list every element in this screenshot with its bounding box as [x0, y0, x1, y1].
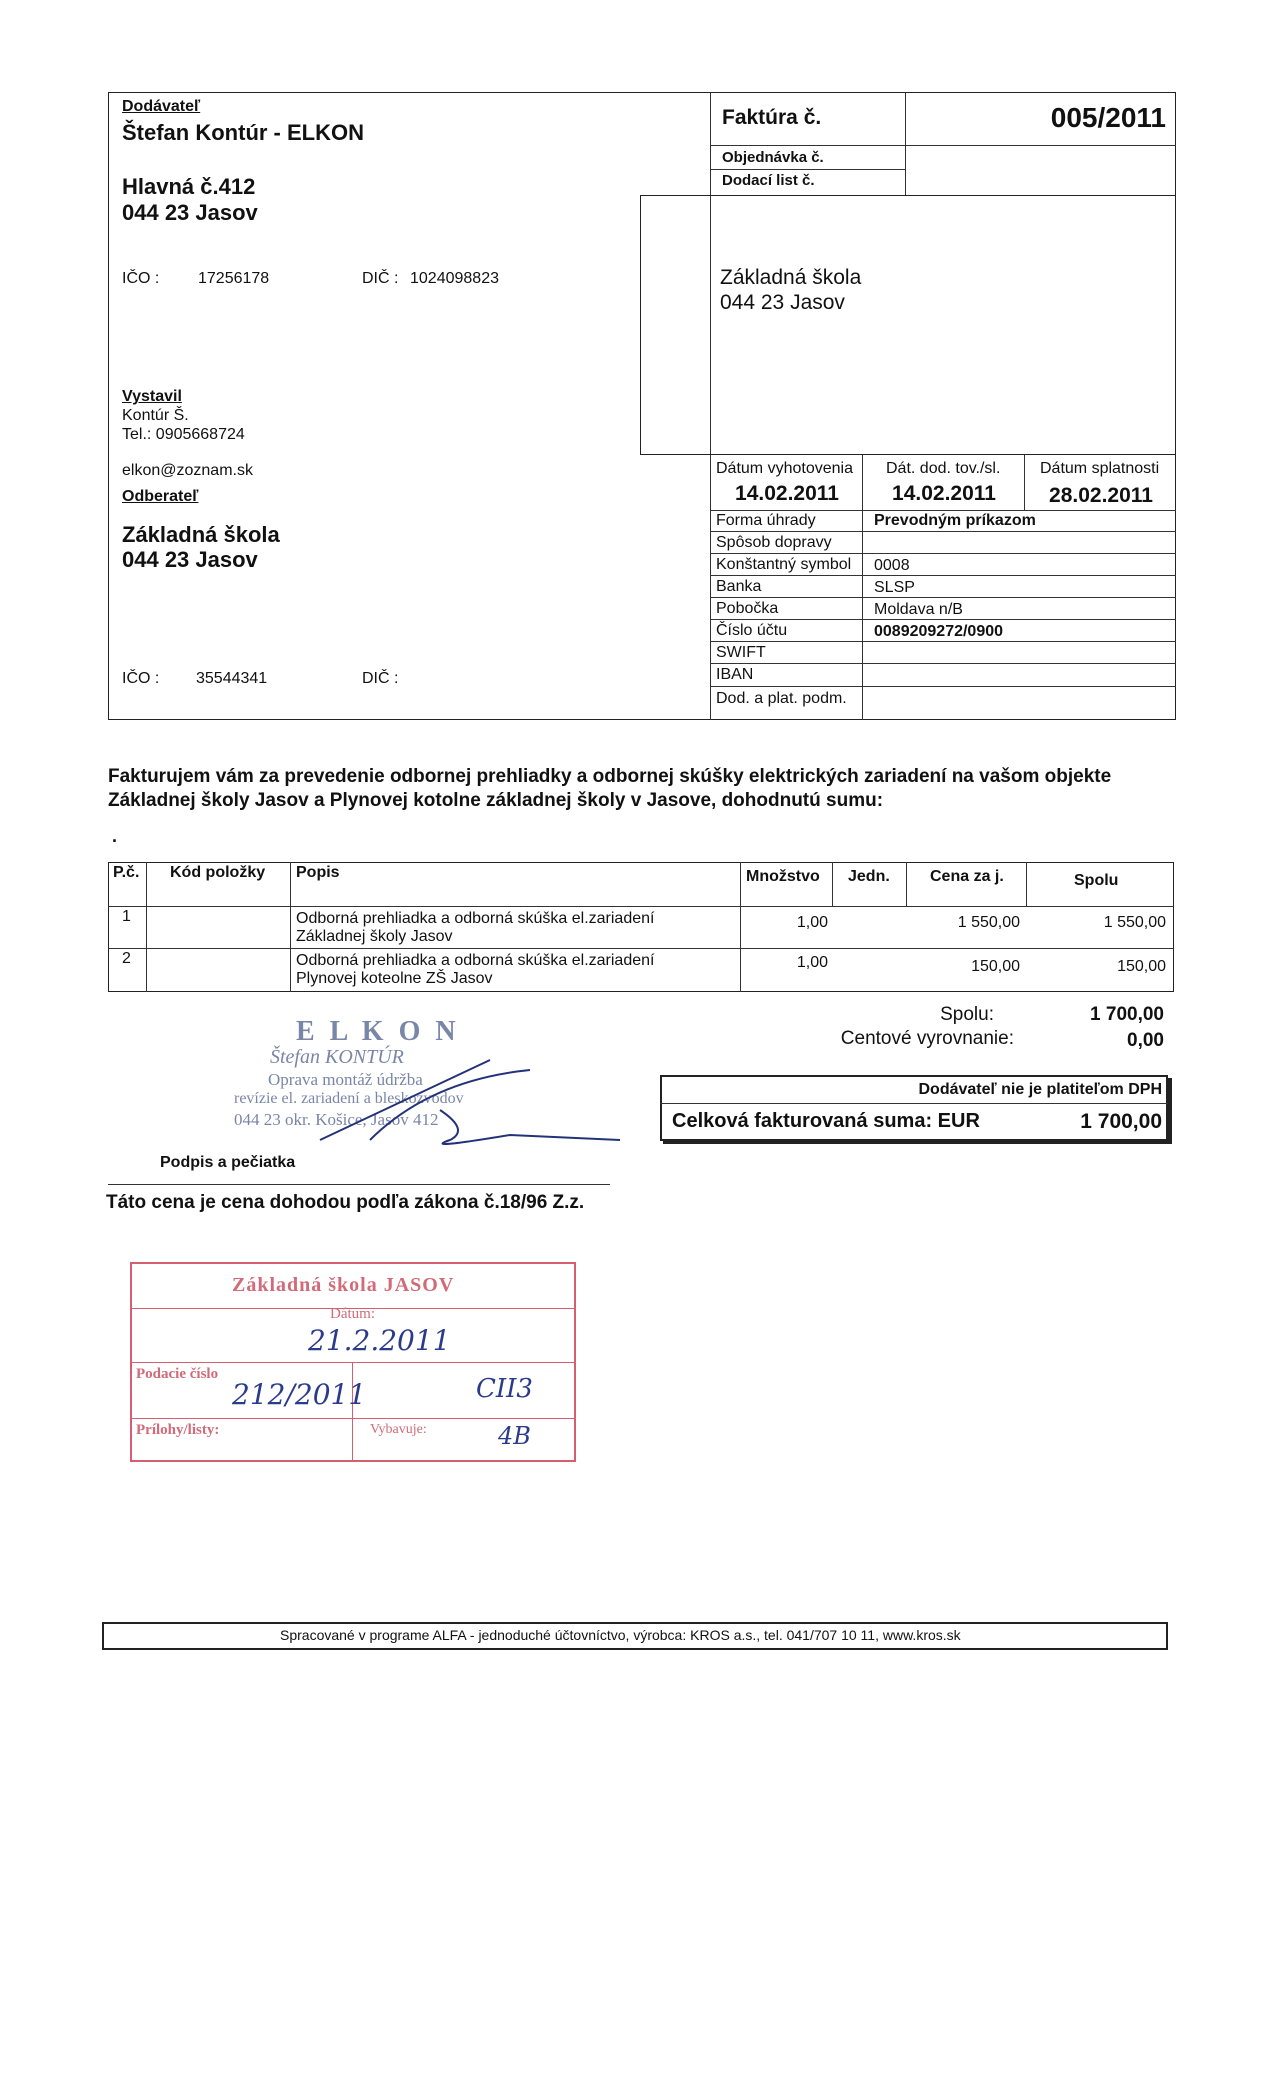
items-header-line — [108, 906, 1174, 907]
stamp-line-2: Štefan KONTÚR — [270, 1046, 404, 1068]
dates-line — [710, 510, 1176, 511]
school-stamp-date-label: Dátum: — [330, 1306, 375, 1322]
row-total: 1 550,00 — [1103, 914, 1166, 931]
sum-value: 1 700,00 — [1090, 1004, 1164, 1025]
row-price: 1 550,00 — [957, 914, 1020, 931]
col-divider-qty — [832, 862, 833, 906]
customer-name: Základná škola — [122, 522, 280, 547]
payment-label: Pobočka — [716, 600, 779, 617]
payment-label: Spôsob dopravy — [716, 534, 832, 551]
col-divider-pc — [146, 862, 147, 992]
payment-line-2 — [710, 553, 1176, 554]
payment-line-4 — [710, 597, 1176, 598]
supplier-dic-label: DIČ : — [362, 270, 399, 287]
customer-address-name: Základná škola — [720, 266, 862, 289]
payment-label: Forma úhrady — [716, 512, 816, 529]
row-price: 150,00 — [971, 958, 1020, 975]
intro-line-1: Fakturujem vám za prevedenie odbornej prehliadky a odbornej skúšky elektrických zariadení na vašom objekte — [108, 766, 1112, 787]
grand-total-label: Celková fakturovaná suma: EUR — [672, 1110, 980, 1132]
row-desc-1: Odborná prehliadka a odborná skúška el.zariadení — [296, 952, 655, 969]
delivery-note-label: Dodací list č. — [722, 172, 815, 189]
customer-address-city: 044 23 Jasov — [720, 291, 845, 314]
payment-label: IBAN — [716, 666, 754, 683]
payment-value: SLSP — [874, 579, 915, 596]
grand-total-shadow-bottom — [663, 1141, 1172, 1144]
payment-label: Číslo účtu — [716, 622, 788, 639]
header-price: Cena za j. — [930, 868, 1004, 885]
col-divider-unit — [906, 862, 907, 906]
school-stamp-reg-label: Podacie číslo — [136, 1366, 219, 1382]
issued-by-label: Vystavil — [122, 388, 182, 405]
supplier-dic: 1024098823 — [410, 270, 499, 287]
payment-line-1 — [710, 531, 1176, 532]
row-desc-2: Plynovej koteolne ZŠ Jasov — [296, 970, 493, 987]
stamp-line-1: E L K O N — [296, 1016, 460, 1047]
customer-ico: 35544341 — [196, 670, 268, 687]
stamp-line-5: 044 23 okr. Košice, Jasov 412 — [234, 1110, 439, 1129]
payment-label: Konštantný symbol — [716, 556, 852, 573]
sum-label: Spolu: — [940, 1004, 994, 1025]
issued-by-phone: Tel.: 0905668724 — [122, 426, 245, 443]
intro-dot: . — [112, 826, 118, 846]
items-row-line — [108, 948, 1174, 949]
signature-label: Podpis a pečiatka — [160, 1154, 296, 1171]
signature-line — [108, 1184, 610, 1185]
delivery-date-label: Dát. dod. tov./sl. — [886, 460, 1001, 477]
signature-scribble — [300, 1040, 630, 1150]
intro-line-2: Základnej školy Jasov a Plynovej kotolne základnej školy v Jasove, dohodnutú sumu: — [108, 790, 884, 811]
price-note: Táto cena je cena dohodou podľa zákona č.18/96 Z.z. — [106, 1192, 585, 1213]
school-stamp-line-2 — [130, 1362, 576, 1363]
due-date: 28.02.2011 — [1049, 484, 1153, 507]
dates-divider-2 — [1024, 455, 1025, 510]
invoice-label: Faktúra č. — [722, 106, 822, 129]
order-label: Objednávka č. — [722, 149, 824, 166]
invoice-row-line — [710, 145, 1176, 146]
school-stamp-note-1: CII3 — [476, 1374, 533, 1404]
vat-note: Dodávateľ nie je platiteľom DPH — [918, 1081, 1162, 1098]
customer-address-box — [640, 195, 1176, 455]
col-divider-desc — [740, 862, 741, 992]
order-row-line — [710, 169, 905, 170]
header-code: Kód položky — [170, 864, 266, 881]
payment-line-3 — [710, 575, 1176, 576]
grand-total-divider — [660, 1103, 1168, 1104]
grand-total-value: 1 700,00 — [1080, 1110, 1162, 1133]
school-stamp-attach-label: Prílohy/listy: — [136, 1422, 220, 1438]
payment-value: 0089209272/0900 — [874, 623, 1004, 640]
footer-text: Spracované v programe ALFA - jednoduché účtovníctvo, výrobca: KROS a.s., tel. 041/707 10 11, www.kros.sk — [280, 1627, 961, 1643]
customer-dic-label: DIČ : — [362, 670, 399, 687]
school-stamp-reg: 212/2011 — [232, 1378, 367, 1411]
supplier-city: 044 23 Jasov — [122, 200, 258, 225]
payment-label: Banka — [716, 578, 762, 595]
school-stamp-note-2: 4B — [498, 1422, 531, 1450]
header-desc: Popis — [296, 864, 340, 881]
invoice-number: 005/2011 — [1050, 102, 1166, 133]
round-label: Centové vyrovnanie: — [840, 1028, 1014, 1049]
dates-divider-1 — [862, 455, 863, 510]
grand-total-shadow-right — [1168, 1078, 1172, 1144]
school-stamp-date: 21.2.2011 — [308, 1324, 451, 1357]
delivery-date: 14.02.2011 — [892, 482, 996, 505]
row-desc-2: Základnej školy Jasov — [296, 928, 453, 945]
supplier-ico: 17256178 — [198, 270, 270, 287]
stamp-line-4: revízie el. zariadení a bleskozvodov — [234, 1090, 464, 1107]
payment-line-5 — [710, 619, 1176, 620]
issued-by-email: elkon@zoznam.sk — [122, 462, 253, 479]
payment-line-7 — [710, 663, 1176, 664]
col-divider-code — [290, 862, 291, 992]
customer-ico-label: IČO : — [122, 670, 160, 687]
header-qty: Množstvo — [746, 868, 820, 885]
issue-date-label: Dátum vyhotovenia — [716, 460, 853, 477]
stamp-line-3: Oprava montáž údržba — [268, 1070, 423, 1089]
due-date-label: Dátum splatnosti — [1040, 460, 1160, 477]
payment-value: 0008 — [874, 557, 910, 574]
payment-divider — [862, 510, 863, 720]
row-total: 150,00 — [1117, 958, 1166, 975]
supplier-label: Dodávateľ — [122, 98, 201, 115]
supplier-ico-label: IČO : — [122, 270, 160, 287]
school-stamp-line-3 — [130, 1418, 576, 1419]
school-stamp-divider — [352, 1362, 353, 1460]
payment-value: Moldava n/B — [874, 601, 963, 618]
invoice-number-divider — [905, 92, 906, 145]
school-stamp-handle-label: Vybavuje: — [370, 1422, 427, 1437]
row-pc: 1 — [122, 908, 131, 925]
header-total: Spolu — [1074, 872, 1119, 889]
row-qty: 1,00 — [796, 954, 828, 971]
header-unit: Jedn. — [848, 868, 890, 885]
order-delivery-divider — [905, 145, 906, 195]
payment-line-6 — [710, 641, 1176, 642]
payment-label: Dod. a plat. podm. — [716, 690, 847, 707]
header-pc: P.č. — [113, 864, 140, 881]
payment-label: SWIFT — [716, 644, 766, 661]
payment-value: Prevodným príkazom — [874, 512, 1036, 529]
school-stamp-title: Základná škola JASOV — [232, 1274, 455, 1296]
supplier-street: Hlavná č.412 — [122, 174, 256, 199]
customer-city: 044 23 Jasov — [122, 547, 258, 572]
issue-date: 14.02.2011 — [735, 482, 839, 505]
issued-by-name: Kontúr Š. — [122, 407, 189, 424]
round-value: 0,00 — [1127, 1030, 1164, 1051]
row-desc-1: Odborná prehliadka a odborná skúška el.zariadení — [296, 910, 655, 927]
customer-label: Odberateľ — [122, 488, 199, 505]
supplier-name: Štefan Kontúr - ELKON — [122, 120, 364, 145]
payment-line-8 — [710, 686, 1176, 687]
row-qty: 1,00 — [796, 914, 828, 931]
col-divider-price — [1026, 862, 1027, 906]
row-pc: 2 — [122, 950, 131, 967]
